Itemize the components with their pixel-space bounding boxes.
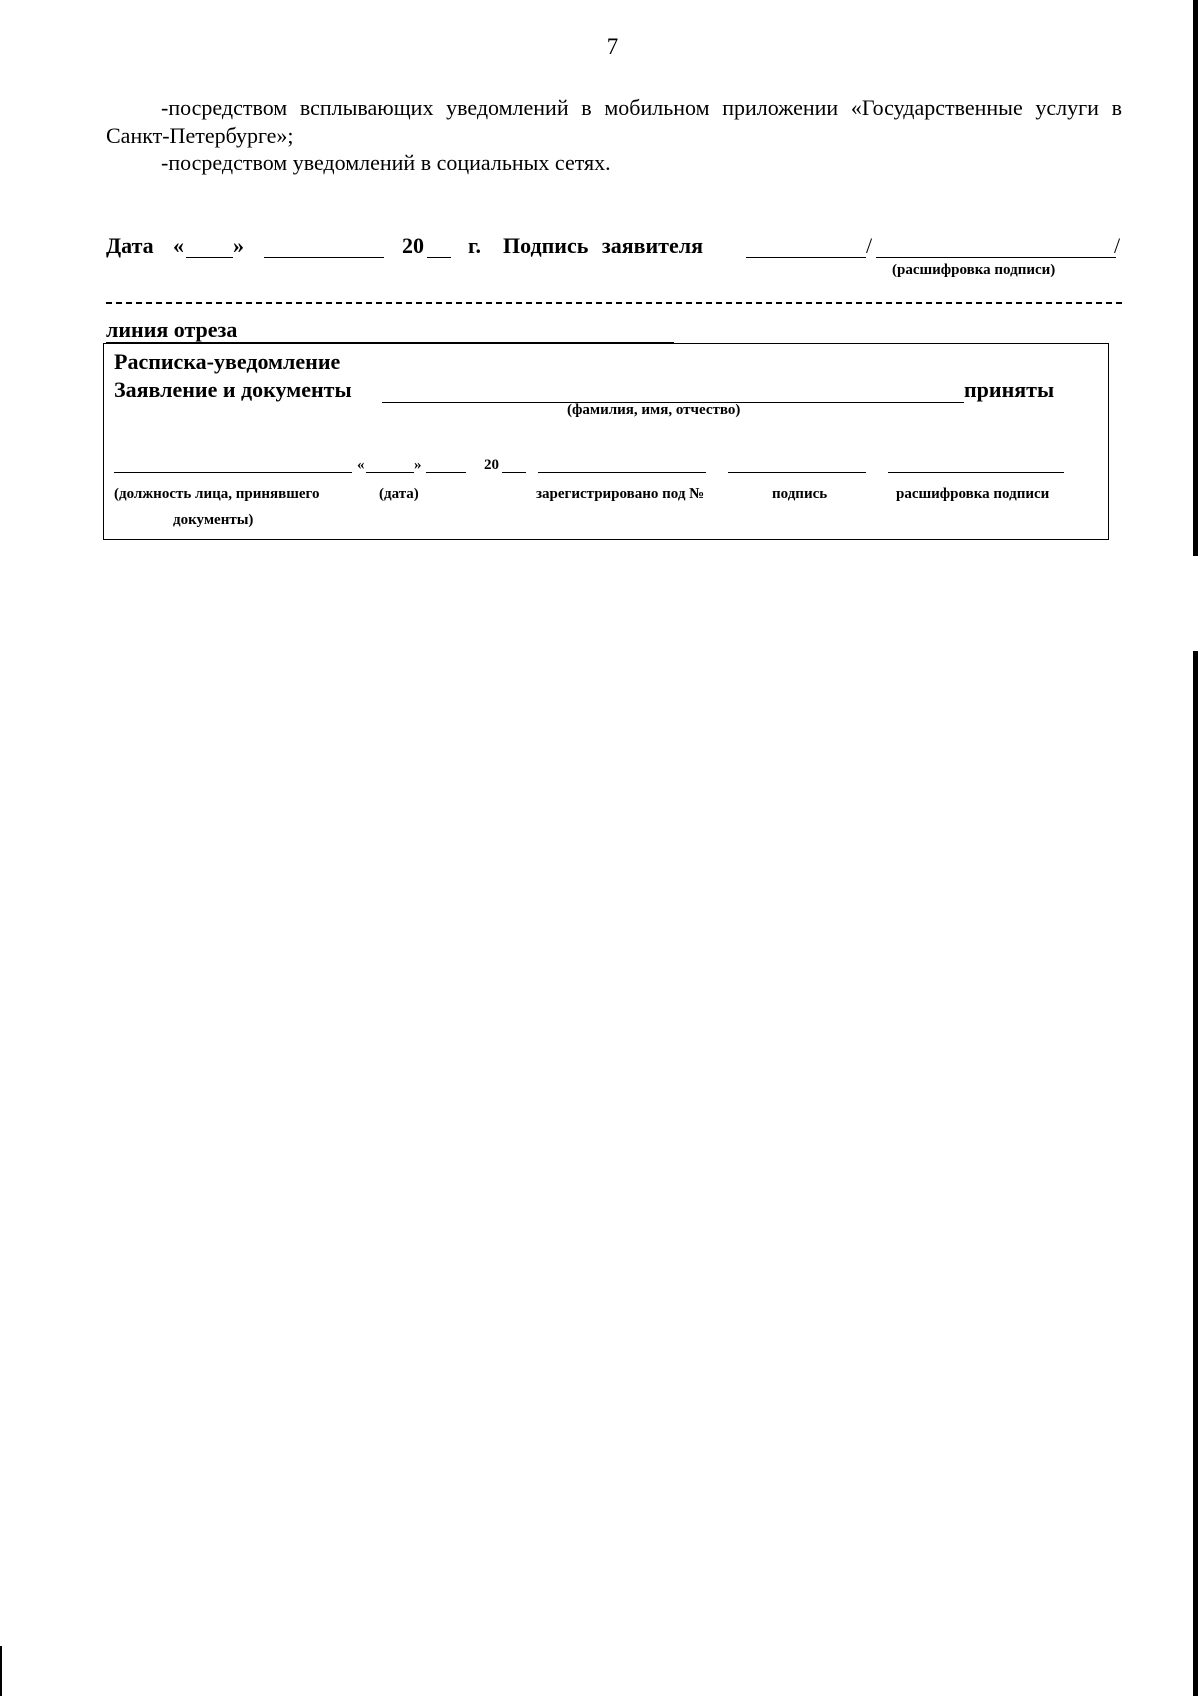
cut-line-label: линия отреза bbox=[106, 317, 238, 342]
paragraph-push-notifications: -посредством всплывающих уведомлений в мобильном приложении «Государственные услуги в Санкт-Петербурге»; bbox=[106, 95, 1122, 148]
receipt-close-quote: » bbox=[414, 457, 422, 473]
documents-label: Заявление и документы bbox=[114, 377, 352, 402]
receipt-year-field[interactable] bbox=[502, 472, 526, 473]
applicant-signature-label: Подпись заявителя bbox=[503, 233, 703, 258]
date-label: Дата bbox=[106, 233, 154, 258]
date-hint: (дата) bbox=[379, 486, 419, 502]
receipt-title: Расписка-уведомление bbox=[114, 349, 341, 374]
receipt-year-prefix: 20 bbox=[484, 457, 499, 473]
position-label: (должность лица, принявшего bbox=[114, 486, 320, 502]
position-field[interactable] bbox=[114, 472, 352, 473]
day-field[interactable] bbox=[186, 257, 233, 258]
slash-separator-end: / bbox=[1114, 233, 1121, 258]
fio-hint: (фамилия, имя, отчество) bbox=[567, 402, 741, 418]
decoding-hint: расшифровка подписи bbox=[896, 486, 1050, 502]
month-field[interactable] bbox=[264, 257, 384, 258]
receipt-decoding-field[interactable] bbox=[888, 472, 1064, 473]
signature-decoding-hint: (расшифровка подписи) bbox=[892, 262, 1056, 278]
date-close-quote: » bbox=[233, 233, 244, 258]
signature-hint: подпись bbox=[772, 486, 828, 502]
receipt-month-field[interactable] bbox=[426, 472, 466, 473]
receipt-open-quote: « bbox=[357, 457, 365, 473]
receipt-signature-field[interactable] bbox=[728, 472, 866, 473]
signature-decoding-field[interactable] bbox=[876, 257, 1116, 258]
receipt-day-field[interactable] bbox=[366, 472, 414, 473]
year-prefix: 20 bbox=[402, 233, 424, 258]
position-label-line2: документы) bbox=[173, 512, 254, 528]
registration-number-field[interactable] bbox=[538, 472, 706, 473]
cut-dashed-line bbox=[106, 302, 1122, 304]
registered-label: зарегистрировано под № bbox=[536, 486, 705, 502]
scan-edge-right-top bbox=[1193, 0, 1198, 556]
applicant-signature-field[interactable] bbox=[746, 257, 866, 258]
accepted-label: приняты bbox=[964, 377, 1055, 402]
year-field[interactable] bbox=[427, 257, 451, 258]
paragraph-social-notifications: -посредством уведомлений в социальных сетях. bbox=[161, 150, 611, 175]
scan-edge-right-bottom bbox=[1193, 651, 1198, 1696]
page-number: 7 bbox=[606, 34, 619, 59]
slash-separator: / bbox=[866, 233, 873, 258]
date-open-quote: « bbox=[173, 233, 184, 258]
year-suffix: г. bbox=[468, 233, 482, 258]
scan-edge-left-bottom bbox=[0, 1646, 2, 1696]
